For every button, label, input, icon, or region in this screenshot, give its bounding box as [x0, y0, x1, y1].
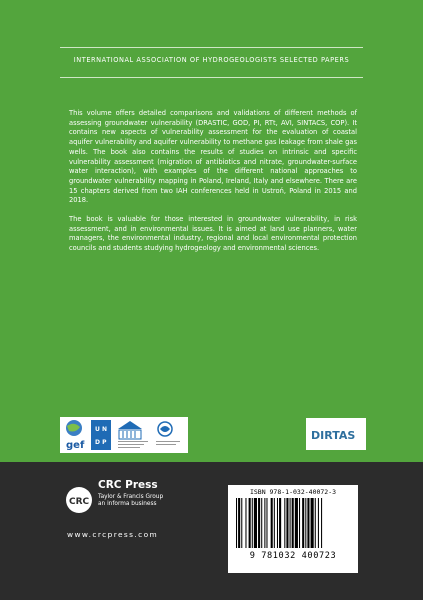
barcode-digits: 9 781032 400723 [249, 551, 337, 561]
blurb-paragraph-1: This volume offers detailed comparisons and validations of different methods of assessing groundwater vulnerability (DRASTIC, GOD, PI, RTt, AVI, SINTACS, COP). It contains new aspects of vulnerability assessment for the evaluation of coastal aquifer vulnerability and aquifer vulnerability to methane gas leakage from shale gas wells. The book also contains the results of studies on intrinsic and specific vulnerability assessment (migration of antibiotics and nitrate, groundwater-surface water interaction), with examples of the different national approaches to groundwater vulnerability mapping in Poland, Ireland, Italy and elsewhere. There are 15 chapters derived from two IAH conferences held in Ustroń, Poland in 2015 and 2018. [69, 109, 357, 205]
crc-press-logo-icon [64, 485, 94, 515]
svg-text:U N: U N [95, 426, 107, 433]
barcode-bar [321, 498, 322, 548]
gef-text: gef [66, 440, 85, 451]
publisher-website[interactable]: www.crcpress.com [67, 530, 159, 539]
isbn-barcode-box [228, 485, 358, 573]
barcode-bar [245, 498, 246, 548]
barcode-bar [271, 498, 273, 548]
barcode-bar [236, 498, 237, 548]
gef-logo [66, 420, 85, 451]
barcode-bar [254, 498, 257, 548]
publisher-tagline: an informa business [98, 501, 157, 507]
barcode-bar [307, 498, 309, 548]
barcode-bar [274, 498, 275, 548]
sponsor-logos [60, 417, 188, 453]
barcode-bar [318, 498, 319, 548]
undp-logo [91, 420, 111, 450]
publisher-group: Taylor & Francis Group [98, 494, 164, 500]
barcode-bar [295, 498, 298, 548]
blurb-paragraph-2: The book is valuable for those interested in groundwater vulnerability, in risk assessment, and in environmental issues. It is aimed at land use planners, water managers, the environmental industry, regional and local environmental protection councils and students studying hydrogeology and environmental sciences. [69, 215, 357, 253]
publisher-band [0, 462, 423, 600]
barcode-bar [249, 498, 251, 548]
barcode-bar [311, 498, 314, 548]
isbn-label: ISBN 978-1-032-40072-3 [249, 488, 337, 496]
barcode-bar [261, 498, 262, 548]
sponsor-logos-graphic [60, 417, 188, 453]
barcode-bar [284, 498, 285, 548]
barcode-bar [264, 498, 265, 548]
barcode-icon [236, 498, 350, 550]
barcode-bar [266, 498, 267, 548]
dirtas-logo-graphic [306, 418, 366, 450]
barcode-bar [315, 498, 316, 548]
barcode-bar [305, 498, 306, 548]
barcode-bar [238, 498, 240, 548]
barcode-bar [258, 498, 260, 548]
series-title: INTERNATIONAL ASSOCIATION OF HYDROGEOLOGISTS SELECTED PAPERS [73, 56, 350, 64]
svg-text:CRC: CRC [69, 497, 90, 507]
publisher-name: CRC Press [98, 479, 158, 491]
barcode-bar [286, 498, 288, 548]
barcode-bar [302, 498, 304, 548]
barcode-bar [292, 498, 294, 548]
blurb-text [69, 109, 357, 263]
svg-text:D P: D P [95, 439, 107, 446]
barcode-bar [277, 498, 278, 548]
dirtas-logo [306, 418, 366, 450]
series-banner [60, 47, 363, 78]
ihp-logo [156, 422, 180, 445]
barcode-bar [279, 498, 281, 548]
barcode-bar [241, 498, 242, 548]
dirtas-text: DIRTAS [311, 429, 356, 442]
barcode-bar [252, 498, 253, 548]
barcode-bar [290, 498, 291, 548]
barcode-bar [299, 498, 300, 548]
unesco-logo [118, 421, 148, 448]
